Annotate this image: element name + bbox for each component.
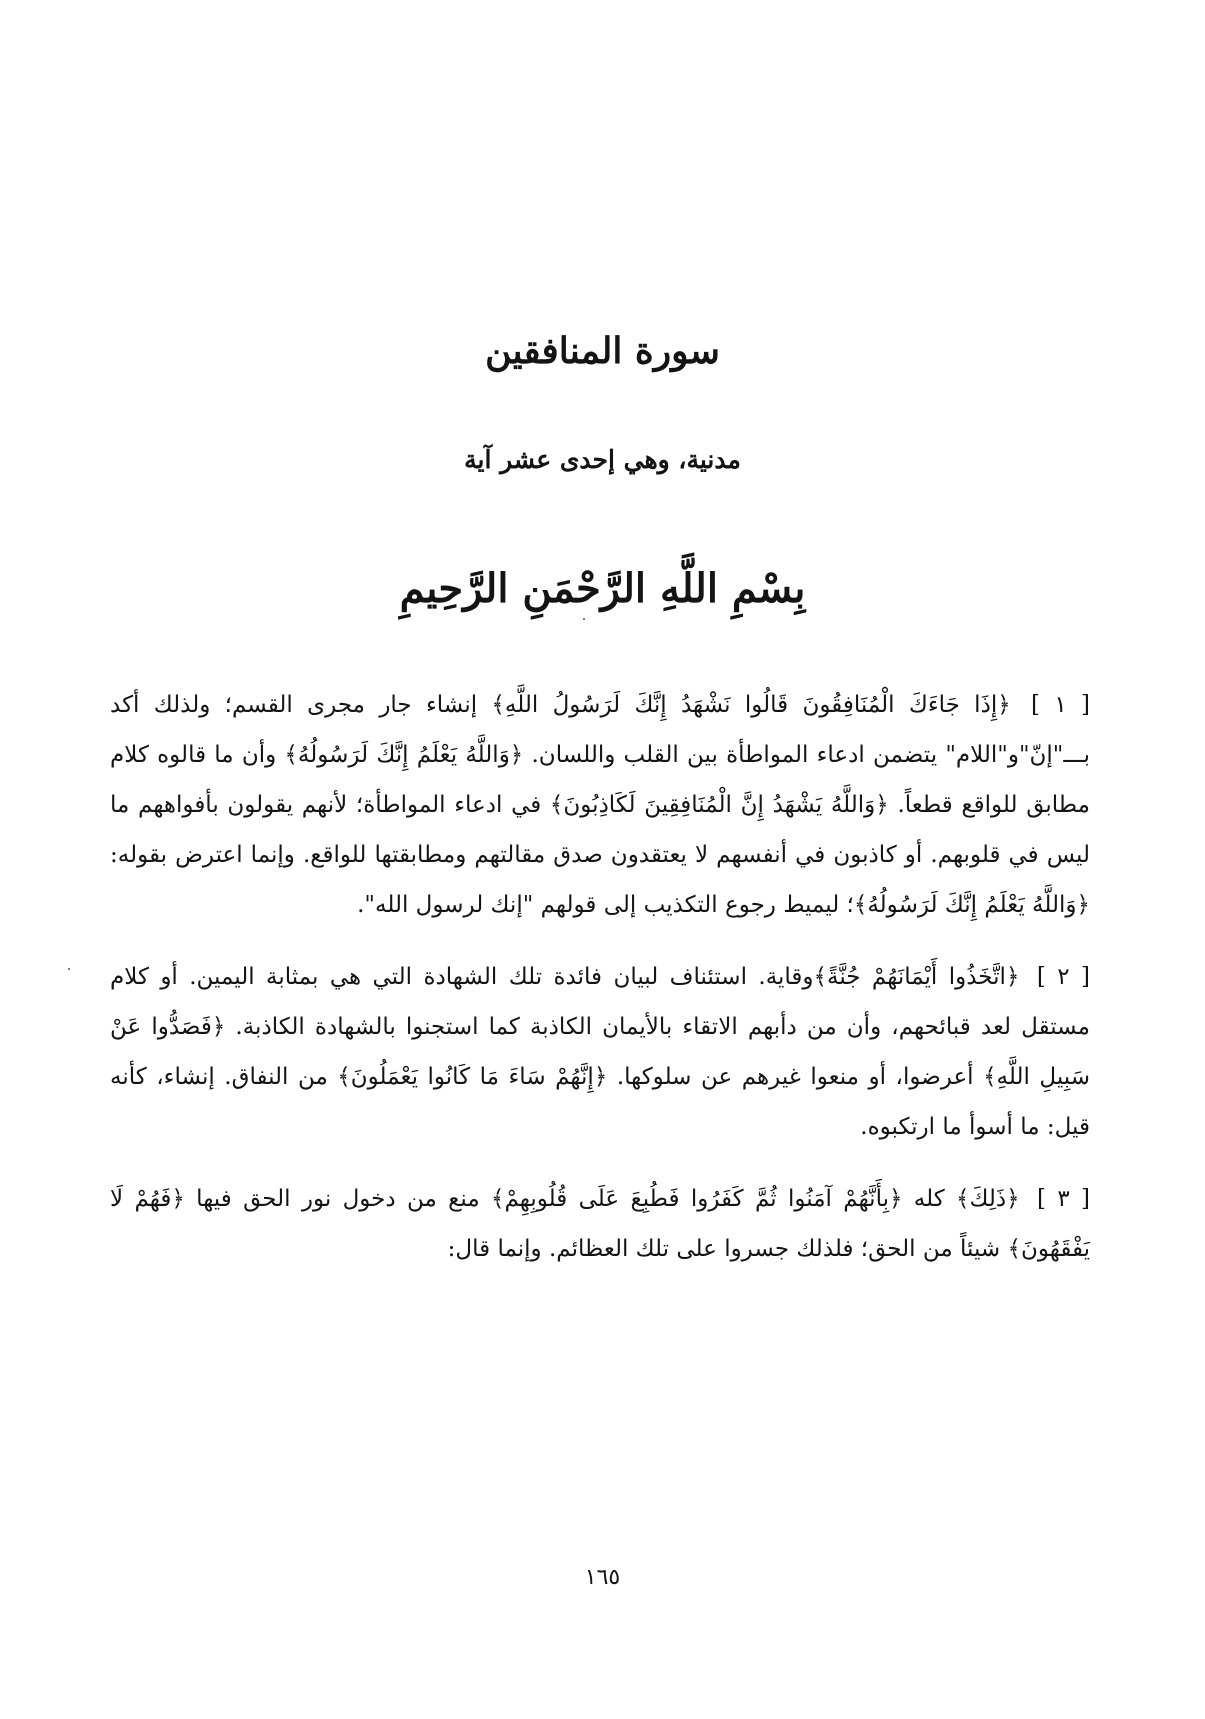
- verse-commentary: ﴿إِذَا جَاءَكَ الْمُنَافِقُونَ قَالُوا نَشْهَدُ إِنَّكَ لَرَسُولُ اللَّهِ﴾ إنشاء جار مجرى القسم؛ ولذلك أكد بـــ"إنّ"و"اللام" يتضمن ادعاء المواطأة بين القلب واللسان. ﴿وَاللَّهُ يَعْلَمُ إِنَّكَ لَرَسُولُهُ﴾ وأن ما قالوه كلام مطابق للواقع قطعاً. ﴿وَاللَّهُ يَشْهَدُ إِنَّ الْمُنَافِقِينَ لَكَاذِبُونَ﴾ في ادعاء المواطأة؛ لأنهم يقولون بأفواههم ما ليس في قلوبهم. أو كاذبون في أنفسهم لا يعتقدون صدق مقالتهم ومطابقتها للواقع. وإنما اعترض بقوله: ﴿وَاللَّهُ يَعْلَمُ إِنَّكَ لَرَسُولُهُ﴾؛ ليميط رجوع التكذيب إلى قولهم "إنك لرسول الله".: [110, 692, 1090, 918]
- verse-number: [ ٢ ]: [1036, 964, 1090, 990]
- verse-paragraph-2: [110, 952, 1090, 1152]
- commentary-body: [110, 680, 1090, 1296]
- scan-speck: [68, 968, 70, 970]
- surah-title: سورة المنافقين: [485, 330, 720, 372]
- verse-commentary: ﴿ذَلِكَ﴾ كله ﴿بِأَنَّهُمْ آمَنُوا ثُمَّ كَفَرُوا فَطُبِعَ عَلَى قُلُوبِهِمْ﴾ منع من دخول نور الحق فيها ﴿فَهُمْ لَا يَفْقَهُونَ﴾ شيئاً من الحق؛ فلذلك جسروا على تلك العظائم. وإنما قال:: [110, 1186, 1090, 1262]
- page-number: ١٦٥: [584, 1565, 621, 1590]
- basmala: بِسْمِ اللَّهِ الرَّحْمَنِ الرَّحِيمِ: [399, 565, 806, 612]
- scan-speck: [583, 618, 585, 620]
- verse-number: [ ٣ ]: [1036, 1186, 1090, 1212]
- verse-commentary: ﴿اتَّخَذُوا أَيْمَانَهُمْ جُنَّةً﴾وقاية. استئناف لبيان فائدة تلك الشهادة التي هي بمثابة اليمين. أو كلام مستقل لعد قبائحهم، وأن من دأبهم الاتقاء بالأيمان الكاذبة كما استجنوا بالشهادة الكاذبة. ﴿فَصَدُّوا عَنْ سَبِيلِ اللَّهِ﴾ أعرضوا، أو منعوا غيرهم عن سلوكها. ﴿إِنَّهُمْ سَاءَ مَا كَانُوا يَعْمَلُونَ﴾ من النفاق. إنشاء، كأنه قيل: ما أسوأ ما ارتكبوه.: [110, 964, 1090, 1140]
- verse-paragraph-1: [110, 680, 1090, 930]
- verse-paragraph-3: [110, 1174, 1090, 1274]
- verse-number: [ ١ ]: [1031, 692, 1090, 718]
- surah-subtitle: مدنية، وهي إحدى عشر آية: [464, 445, 741, 474]
